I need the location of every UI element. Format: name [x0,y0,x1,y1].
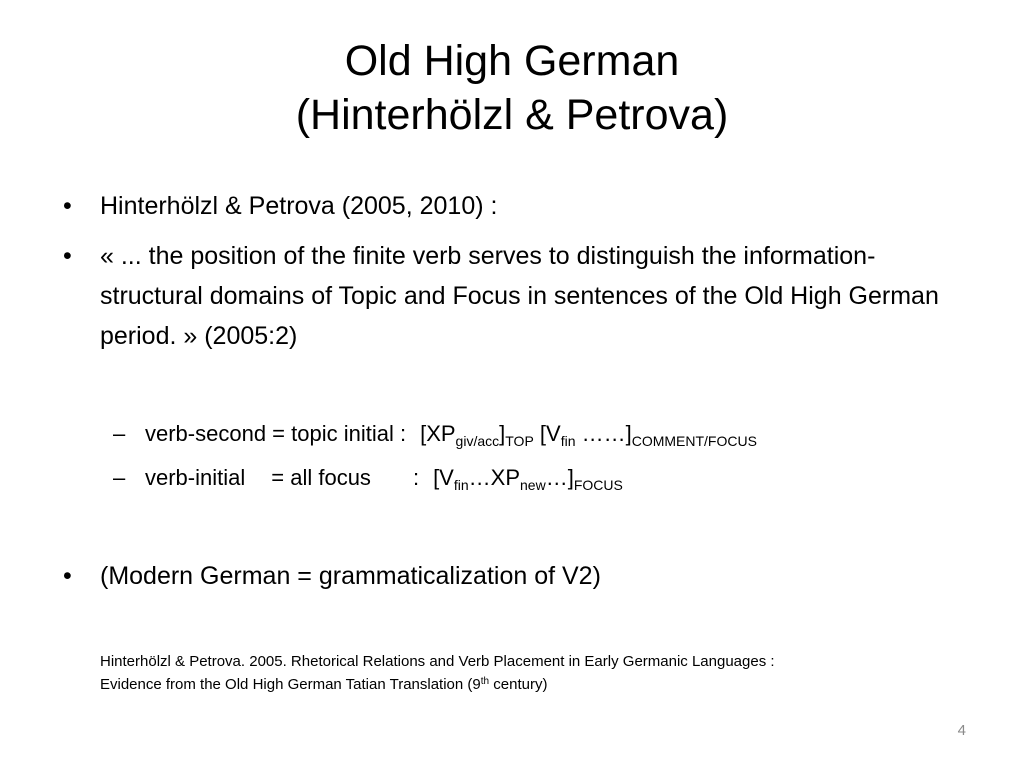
sub-item-label: verb-second = topic initial : [145,421,407,446]
page-number: 4 [957,722,966,739]
formula-part: [V [433,465,454,490]
sub-item-label: verb-initial [145,465,246,490]
bullet-item-2 [63,236,943,356]
bullet-marker: • [63,192,72,220]
bullet-text: Hinterhölzl & Petrova (2005, 2010) : [100,192,498,220]
bullet-text: « ... the position of the finite verb serves to distinguish the information-structural domains of Topic and Focus in sentences of the Old High German period. » (2005:2) [100,242,939,350]
formula-part: …XP [468,465,521,490]
sub-marker: – [113,421,126,446]
sub-item-verb-initial [113,460,993,496]
sub-item-label: = all focus [271,465,371,490]
sub-item-verb-second [113,416,993,452]
formula-subscript: TOP [505,433,534,449]
formula-subscript: new [520,477,546,493]
reference-citation [100,650,960,696]
title-line-2: (Hinterhölzl & Petrova) [295,91,729,139]
reference-superscript: th [480,676,490,687]
reference-text: century) [489,676,548,693]
slide-title [0,34,1024,142]
formula-part: [V [533,421,561,446]
sub-item-content [145,460,623,496]
reference-text: Evidence from the Old High German Tatian Translation (9 [100,676,481,693]
formula-subscript: giv/acc [455,433,500,449]
bullet-text: (Modern German = grammaticalization of V2) [100,562,601,590]
bullet-item-1 [63,186,943,226]
formula-subscript: fin [453,477,469,493]
formula-subscript: FOCUS [573,477,623,493]
formula-part: [XP [420,421,456,446]
title-line-1: Old High German [344,37,680,85]
reference-line-2 [100,673,960,696]
bullet-item-3 [63,556,943,596]
formula-subscript: COMMENT/FOCUS [631,433,757,449]
reference-line-1: Hinterhölzl & Petrova. 2005. Rhetorical Relations and Verb Placement in Early Germanic Languages : [100,653,775,670]
formula-part: ……] [575,421,632,446]
sub-item-content [145,416,757,452]
bullet-marker: • [63,242,72,270]
formula-subscript: fin [560,433,576,449]
formula-part: …] [545,465,574,490]
sub-item-label: : [412,465,420,490]
formula-part: ] [499,421,506,446]
sub-marker: – [113,465,126,490]
bullet-marker: • [63,562,72,590]
